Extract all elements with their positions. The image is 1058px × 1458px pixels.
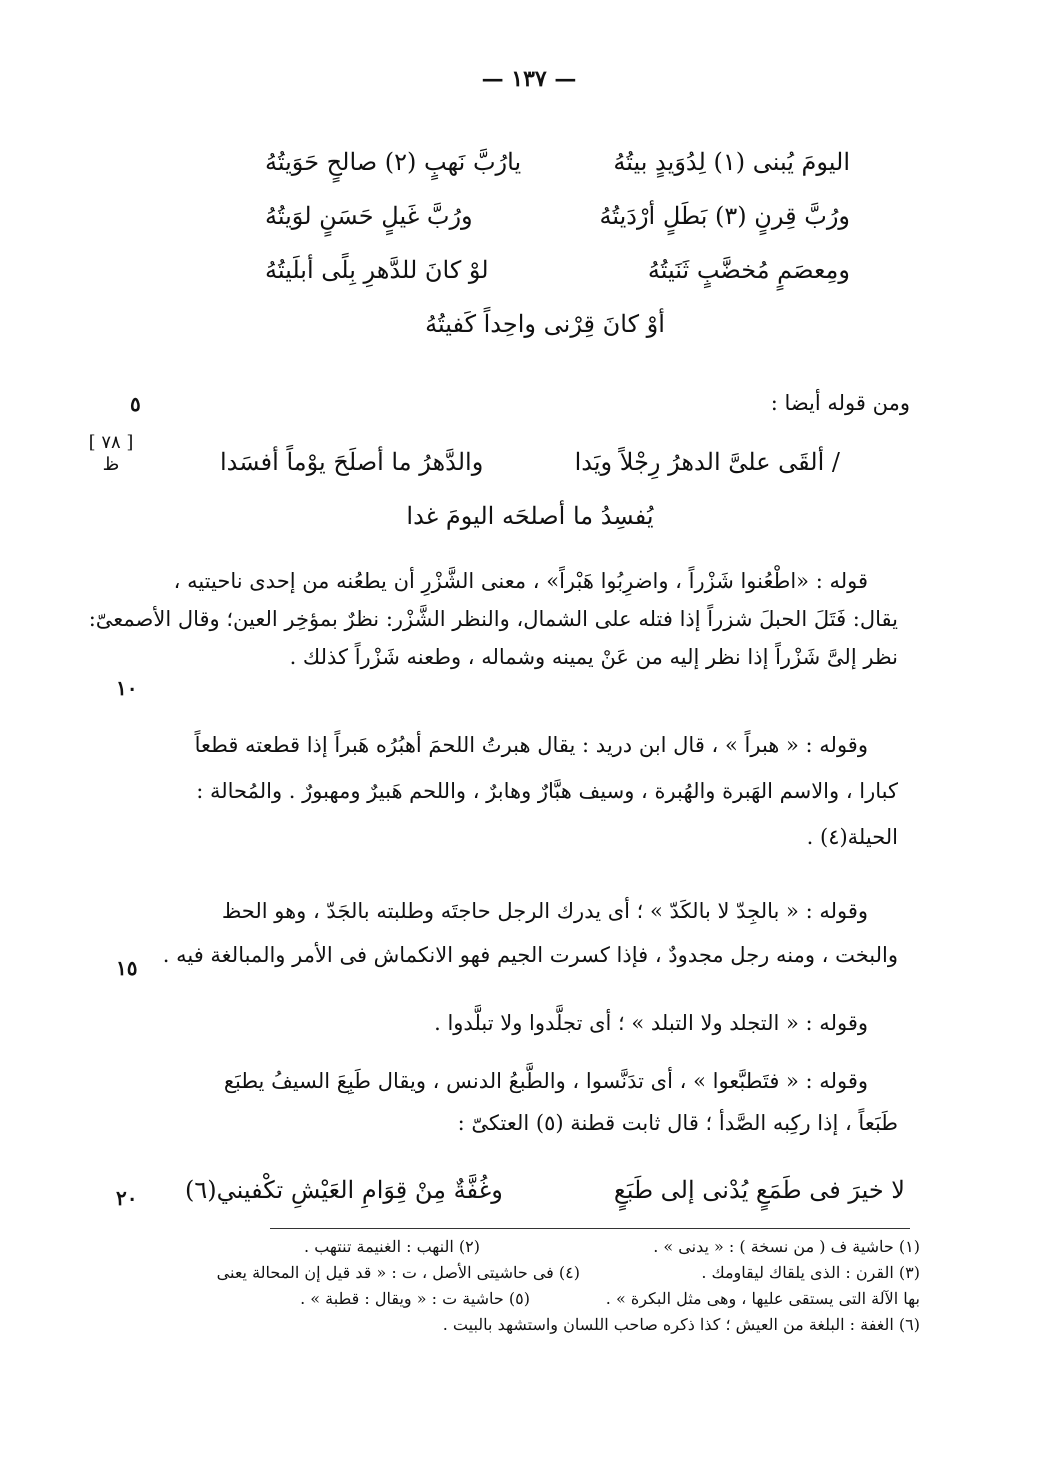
paragraph-1-line-1: قوله : «اطْعُنوا شَزْراً ، واضرِبُوا هَبْراً» ، معنى الشَّزْرِ أن يطعُنه من إحدى ناحيتيه ،: [173, 569, 868, 593]
intro-line: ومن قوله أيضا :: [770, 391, 910, 415]
paragraph-3-line-2: والبخت ، ومنه رجل مجدودٌ ، فإذا كسرت الجيم فهو الانكماش فى الأمر والمبالغة فيه .: [162, 943, 898, 967]
footnote-3: (٣) القرن : الذى يلقاك ليقاومك .: [701, 1263, 920, 1282]
paragraph-2-line-3: الحيلة(٤) .: [806, 825, 898, 849]
footnote-row-4: [160, 1314, 920, 1340]
verse-3-left-hemistich: لوْ كانَ للدَّهرِ بِلًى أبلَيتُهُ: [265, 256, 489, 284]
poem-2: [220, 442, 840, 542]
poem-1: [240, 142, 850, 344]
paragraph-2: [158, 730, 898, 852]
footnotes: [160, 1236, 920, 1340]
verse-3-right-hemistich: ومِعصَمٍ مُخضَّبٍ ثَنَيتُهُ: [647, 256, 850, 284]
footnote-row-3: [160, 1288, 920, 1314]
page-number: — ١٣٧ —: [481, 66, 577, 92]
line-number-5: ٥: [130, 392, 141, 416]
footnote-row-2: [160, 1262, 920, 1288]
paragraph-5: [158, 1066, 898, 1138]
paragraph-5-line-1: وقوله : « فتَطبَّعوا » ، أى تدَنَّسوا ، والطَّبعُ الدنس ، ويقال طَبِعَ السيفُ يطبَع: [223, 1069, 868, 1093]
verse-1-left-hemistich: يارُبَّ نَهبٍ (٢) صالحٍ حَوَيتُهُ: [265, 148, 522, 176]
footnote-1: (١) حاشية ف ( من نسخة ) : « يدنى » .: [653, 1237, 920, 1256]
paragraph-2-line-2: كبارا ، والاسم الهَبرة والهُبرة ، وسيف هبَّارٌ وهابرٌ ، واللحم هَبيرٌ ومهبورٌ . والمُحالة :: [196, 779, 898, 803]
footnote-5: (٥) حاشية ت : « ويقال : قطبة » .: [300, 1289, 530, 1308]
paragraph-1-line-2: يقال: فَتَلَ الحبلَ شزراً إذا فتله على الشمال، والنظر الشَّزْر: نظرٌ بمؤخِر العين؛ وقال الأصمعىّ:: [88, 607, 898, 631]
paragraph-3: [158, 896, 898, 970]
paragraph-5-line-2: طَبَعاً ، إذا ركِبه الصَّدأ ؛ قال ثابت قطنة (٥) العتكىّ :: [457, 1111, 898, 1135]
line-number-20: ٢٠: [116, 1186, 138, 1210]
line-number-10: ١٠: [116, 676, 138, 700]
paragraph-1-line-3: نظر إلىَّ شَزْراً إذا نظر إليه من عَنْ يمينه وشماله ، وطعنه شَزْراً كذلك .: [289, 645, 898, 669]
verse-2-right-hemistich: ورُبَّ قِرنٍ (٣) بَطَلٍ أرْدَيتُهُ: [599, 202, 850, 230]
paragraph-2-line-1: وقوله : « هبراً » ، قال ابن دريد : يقال هبرتُ اللحمَ أهبُرُه هَبراً إذا قطعته قطعاً: [194, 733, 868, 757]
folio-number: [ ٧٨ ]: [88, 432, 134, 453]
paragraph-1: [88, 566, 898, 672]
verse-4-single: [240, 304, 850, 344]
poem-2-right-hemistich: / ألقَى علىَّ الدهرُ رِجْلاً ويَدا: [574, 448, 840, 476]
footnote-separator: [270, 1228, 910, 1229]
footnote-4: (٤) فى حاشيتى الأصل ، ت : « قد قيل إن المحالة يعنى: [216, 1263, 580, 1282]
poem-2-final: يُفسِدُ ما أصلحَه اليومَ غدا: [406, 502, 654, 530]
poem-2-left-hemistich: والدَّهرُ ما أصلَحَ يوْماً أفسَدا: [220, 448, 484, 476]
paragraph-4: وقوله : « التجلد ولا التبلد » ؛ أى تجلَّدوا ولا تبلَّدوا .: [434, 1011, 868, 1035]
verse-1: [240, 142, 850, 182]
verse-4-text: أوْ كانَ قِرْنى واحِداً كَفيتُهُ: [425, 310, 665, 338]
footnote-2: (٢) النهب : الغنيمة تنتهب .: [304, 1237, 480, 1256]
verse-1-right-hemistich: اليومَ يُبنى (١) لِدُوَيدٍ بيتُهُ: [613, 148, 850, 176]
folio-side: ظ: [102, 454, 120, 475]
poem-3-right-hemistich: لا خيرَ فى طَمَعٍ يُدْنى إلى طَبَعٍ: [613, 1176, 905, 1204]
poem-3-left-hemistich: وغُفَّةٌ مِنْ قِوَامِ العَيْشِ تكْفيني(٦): [185, 1176, 503, 1204]
verse-2: [240, 196, 850, 236]
paragraph-3-line-1: وقوله : « بالجِدّ لا بالكَدّ » ؛ أى يدرك الرجل حاجتَه وطلبته بالجَدّ ، وهو الحظ: [221, 899, 868, 923]
verse-3: [240, 250, 850, 290]
footnote-row-1: [160, 1236, 920, 1262]
poem-2-final-row: [220, 496, 840, 536]
footnote-6: (٦) الغفة : البلغة من العيش ؛ كذا ذكره صاحب اللسان واستشهد بالبيت .: [442, 1315, 920, 1334]
folio-marker: [76, 432, 146, 476]
poem-3: [185, 1170, 905, 1210]
verse-2-left-hemistich: ورُبَّ غَيلٍ حَسَنٍ لوَيتُهُ: [265, 202, 473, 230]
line-number-15: ١٥: [116, 956, 138, 980]
footnote-4-cont: بها الآلة التى يستقى عليها ، وهى مثل البكرة » .: [605, 1289, 920, 1308]
